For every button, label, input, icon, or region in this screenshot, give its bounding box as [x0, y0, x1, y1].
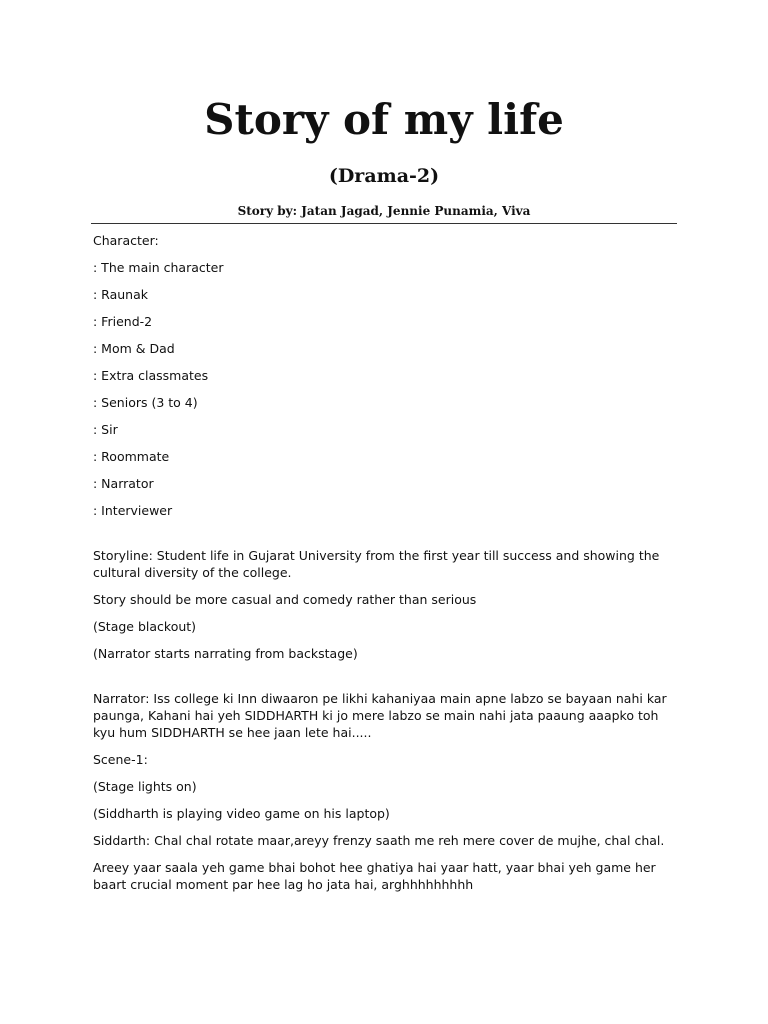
character-list — [93, 232, 679, 519]
narrator-line: Narrator: Iss college ki Inn diwaaron pe likhi kahaniyaa main apne labzo se bayaan nahi kar paunga, Kahani hai yeh SIDDHARTH ki jo mere labzo se main nahi jata paaung aaapko toh kyu hum SIDDHARTH se hee jaan lete hai..... — [93, 691, 667, 740]
stage-direction: (Narrator starts narrating from backstage) — [93, 646, 358, 661]
character-heading: Character: — [93, 233, 159, 248]
character-item: : Friend-2 — [93, 314, 153, 329]
dialogue-line: Siddarth: Chal chal rotate maar,areyy frenzy saath me reh mere cover de mujhe, chal chal. — [93, 833, 665, 848]
stage-direction: (Stage lights on) — [93, 779, 197, 794]
character-item: : Raunak — [93, 287, 148, 302]
scene-heading: Scene-1: — [93, 752, 148, 767]
tone-note: Story should be more casual and comedy rather than serious — [93, 592, 477, 607]
author-byline: Story by: Jatan Jagad, Jennie Punamia, Viva — [237, 204, 531, 218]
document-body — [93, 232, 679, 903]
character-item: : Seniors (3 to 4) — [93, 395, 198, 410]
character-item: : Roommate — [93, 449, 170, 464]
header-divider — [91, 223, 677, 224]
character-item: : Mom & Dad — [93, 341, 175, 356]
character-item: : Sir — [93, 422, 118, 437]
dialogue-line: Areey yaar saala yeh game bhai bohot hee ghatiya hai yaar hatt, yaar bhai yeh game her baart crucial moment par hee lag ho jata hai, arghhhhhhhhh — [93, 860, 656, 892]
document-subtitle: (Drama-2) — [328, 165, 440, 187]
character-item: : Extra classmates — [93, 368, 209, 383]
character-item: : Interviewer — [93, 503, 173, 518]
document-title: Story of my life — [204, 95, 564, 144]
storyline-paragraph: Storyline: Student life in Gujarat University from the first year till success and showing the cultural diversity of the college. — [93, 548, 660, 580]
stage-direction: (Stage blackout) — [93, 619, 197, 634]
stage-direction: (Siddharth is playing video game on his laptop) — [93, 806, 390, 821]
character-item: : Narrator — [93, 476, 154, 491]
character-item: : The main character — [93, 260, 224, 275]
